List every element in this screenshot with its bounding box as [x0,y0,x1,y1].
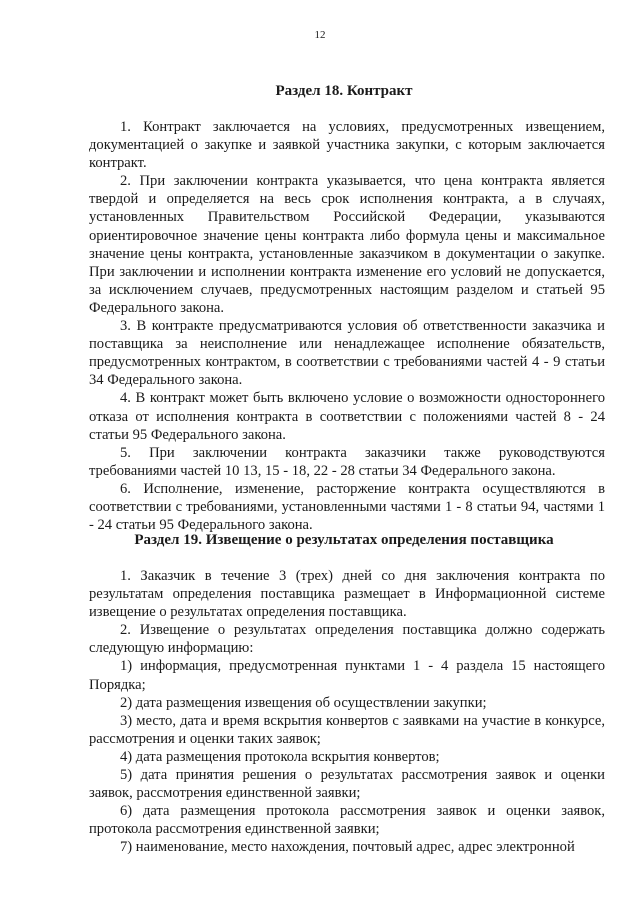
page-number: 12 [314,29,326,41]
section-18-paragraph-4: 4. В контракт может быть включено условие о возможности одностороннего отказа от исполнения контракта в соответствии с положениями частей 8 - 24 статьи 95 Федерального закона. [89,390,605,443]
section-19-list-item-6: 6) дата размещения протокола рассмотрения заявок и оценки заявок, протокола рассмотрения единственной заявки; [89,803,605,838]
section-19-list-item-2: 2) дата размещения извещения об осуществлении закупки; [120,694,487,711]
section-18-paragraph-5: 5. При заключении контракта заказчики также руководствуются требованиями частей 10 13, 15 - 18, 22 - 28 статьи 34 Федерального закона. [89,444,605,479]
section-18-paragraph-6: 6. Исполнение, изменение, расторжение контракта осуществляются в соответствии с требованиями, установленными частями 1 - 8 статьи 94, частями 1 - 24 статьи 95 Федерального закона. [89,480,605,534]
section-18-paragraph-1: 1. Контракт заключается на условиях, предусмотренных извещением, документацией о закупке и заявкой участника закупки, с которым заключается контракт. [89,119,605,172]
section-19-title: Раздел 19. Извещение о результатах определения поставщика [134,532,554,548]
section-18-body [89,118,605,534]
section-19-list-item-4: 4) дата размещения протокола вскрытия конвертов; [120,748,440,765]
section-18-paragraph-2: 2. При заключении контракта указывается, что цена контракта является твердой и определяется на весь срок исполнения контракта, а в случаях, установленных Правительством Российской Федерации, указываются ориентировочное значение цены контракта либо формула цены и максимальное значение цены контракта, установленные заказчиком в документации о закупке. При заключении и исполнении контракта изменение его условий не допускается, за исключением случаев, предусмотренных настоящим разделом и статьей 95 Федерального закона. [89,173,605,316]
section-18-paragraph-3: 3. В контракте предусматриваются условия об ответственности заказчика и поставщика за неисполнение или ненадлежащее исполнение обязательств, предусмотренных контрактом, в соответствии с требованиями частей 4 - 9 статьи 34 Федерального закона. [89,318,605,389]
section-19-paragraph-2: 2. Извещение о результатах определения поставщика должно содержать следующую информацию: [89,622,605,657]
section-19-paragraph-1: 1. Заказчик в течение 3 (трех) дней со дня заключения контракта по результатам определения поставщика размещает в Информационной системе извещение о результатах определения поставщика. [89,568,605,621]
section-19-body [89,567,605,857]
section-19-list-item-5: 5) дата принятия решения о результатах рассмотрения заявок и оценки заявок, рассмотрения единственной заявки; [89,767,605,802]
section-18-title: Раздел 18. Контракт [275,83,413,99]
section-19-list-item-7: 7) наименование, место нахождения, почтовый адрес, адрес электронной [120,839,575,856]
section-19-list-item-3: 3) место, дата и время вскрытия конвертов с заявками на участие в конкурсе, рассмотрения и оценки таких заявок; [89,712,605,747]
section-19-list-item-1: 1) информация, предусмотренная пунктами 1 - 4 раздела 15 настоящего Порядка; [89,658,605,693]
